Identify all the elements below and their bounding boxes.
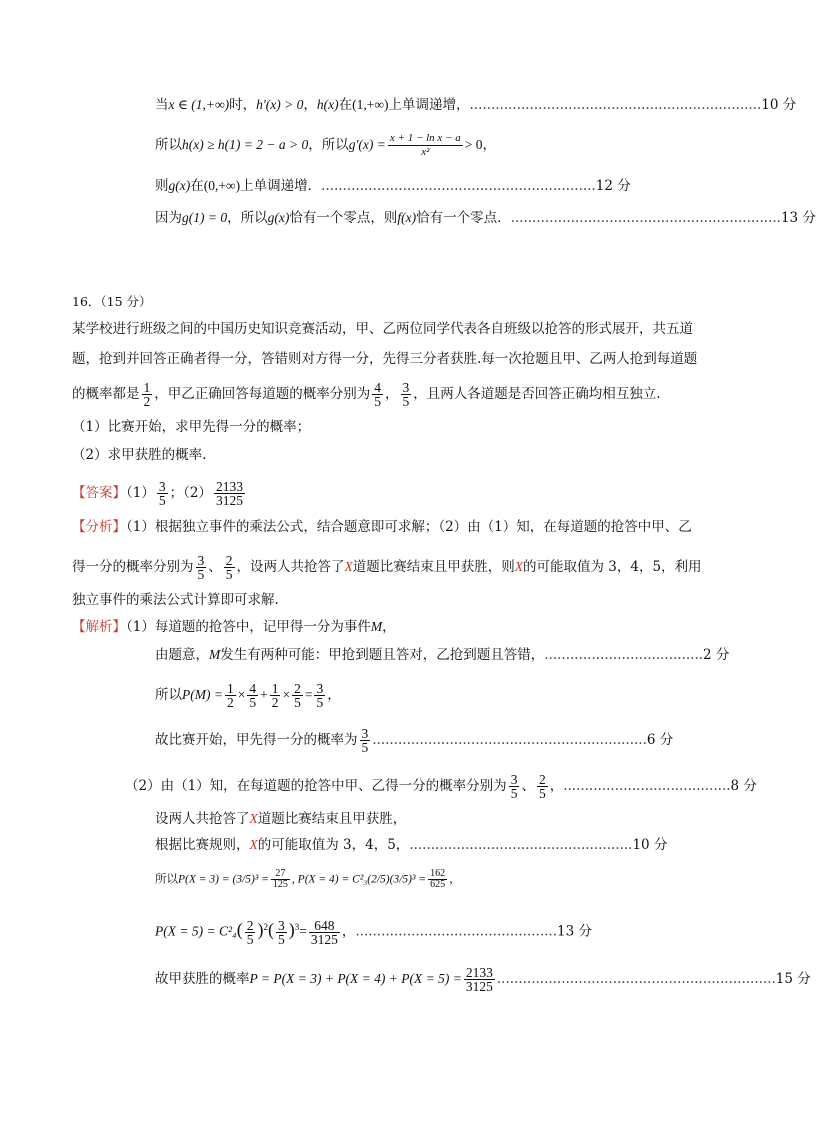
fraction: $\frac{1}{2}$ xyxy=(143,380,151,409)
text: 的可能取值为 3，4，5，利用 xyxy=(523,559,702,575)
math: g(x) xyxy=(267,210,290,225)
solution-line-1 xyxy=(72,618,396,636)
text: ， xyxy=(382,619,396,635)
score: 15 分 xyxy=(775,971,811,987)
fraction: $\frac{2}{5}$ xyxy=(246,917,254,947)
analysis-line-1 xyxy=(72,518,692,536)
math: g′(x) = xyxy=(348,137,386,152)
fraction: $\frac{162}{625}$ xyxy=(430,868,446,890)
text: 上单调递增， xyxy=(388,97,470,113)
score: 10 分 xyxy=(761,97,797,113)
text: ， xyxy=(482,137,496,153)
math: h(x) ≥ h(1) = 2 − a > 0 xyxy=(182,137,309,152)
text: ， xyxy=(303,97,317,113)
answer-line xyxy=(72,480,247,507)
fraction: $\frac{3}{5}$ xyxy=(316,681,324,710)
math: × xyxy=(282,687,291,702)
paren-open: ( xyxy=(267,919,274,940)
leader-dots: ....................................... xyxy=(563,778,731,794)
leader-dots: .................................................... xyxy=(409,837,633,853)
paren-close: ) xyxy=(288,919,295,940)
math: f(x) xyxy=(397,210,417,225)
score: 12 分 xyxy=(595,178,631,194)
text: ，所以 xyxy=(227,210,268,226)
text: ， xyxy=(327,687,341,703)
text: 发生有两种可能：甲抢到题且答对，乙抢到题且答错， xyxy=(220,647,545,663)
math: P = P(X = 3) + P(X = 4) + P(X = 5) = xyxy=(249,971,462,986)
text: 恰有一个零点，则 xyxy=(289,210,398,226)
solution-line-9 xyxy=(155,918,592,946)
math: x ∈ (1,+∞) xyxy=(168,97,230,112)
paren-close: ) xyxy=(257,919,264,940)
fraction: $\frac{2}{5}$ xyxy=(538,772,546,801)
solution-line-4 xyxy=(155,727,673,754)
fraction: $\frac{3}{5}$ xyxy=(510,772,518,801)
text: ， xyxy=(385,386,399,402)
math: + xyxy=(260,687,268,702)
text: ， xyxy=(449,871,461,886)
text: 则 xyxy=(155,178,169,194)
text: 在 xyxy=(338,97,353,113)
leader-dots: ............................................... xyxy=(355,923,558,940)
fraction: $\frac{4}{5}$ xyxy=(249,681,257,710)
math: h′(x) > 0 xyxy=(256,97,304,112)
line-15-b xyxy=(155,132,496,159)
score: 8 分 xyxy=(730,778,757,794)
fraction: $\frac{2}{5}$ xyxy=(225,553,233,582)
math: (1,+∞) xyxy=(352,97,389,112)
leader-dots: ................................................................ xyxy=(321,178,596,194)
text: 故甲获胜的概率 xyxy=(155,971,250,987)
math: P(X = 3) = (3/5)³ = xyxy=(178,873,269,886)
math-var: M xyxy=(370,619,383,634)
fraction: $\frac{648}{3125}$ xyxy=(310,917,338,947)
text: （1）每道题的抢答中，记甲得一分为事件 xyxy=(126,619,371,635)
text: 、 xyxy=(208,559,222,575)
fraction: $\frac{1}{2}$ xyxy=(226,681,234,710)
math-var: X xyxy=(249,811,258,826)
question-line-2: 题，抢到并回答正确者得一分，答错则对方得一分，先得三分者获胜.每一次抢题且甲、乙两人抢到每道题 xyxy=(72,351,698,367)
solution-line-6 xyxy=(155,810,406,828)
text: （1）根据独立事件的乘法公式，结合题意即可求解；（2）由（1）知，在每道题的抢答中甲、乙 xyxy=(126,519,692,535)
text: ， xyxy=(549,778,564,794)
math: P(X = 5) = C²₄ xyxy=(155,923,237,939)
math: = xyxy=(299,923,307,939)
fraction: $\frac{3}{5}$ xyxy=(277,917,285,947)
math-var: X xyxy=(514,559,523,574)
fraction: $\frac{27}{125}$ xyxy=(272,868,288,890)
leader-dots: .................................................................... xyxy=(469,97,762,113)
fraction: $\frac{3}{5}$ xyxy=(197,553,205,582)
math: > 0 xyxy=(464,137,483,152)
text: ，甲乙正确回答每道题的概率分别为 xyxy=(154,386,371,402)
text: 故比赛开始，甲先得一分的概率为 xyxy=(155,732,358,748)
math: , P(X = 4) = C²₃(2/5)(3/5)³ = xyxy=(291,873,427,886)
question-line-1: 某学校进行班级之间的中国历史知识竞赛活动，甲、乙两位同学代表各自班级以抢答的形式展开，共五道 xyxy=(72,321,693,337)
text: ，所以 xyxy=(308,137,349,153)
text: 所以 xyxy=(155,137,182,153)
exponent: 3 xyxy=(294,922,300,932)
text: 所以 xyxy=(155,871,178,886)
text: 道题比赛结束且甲获胜，则 xyxy=(352,559,515,575)
text: 上单调递增． xyxy=(240,178,322,194)
score: 6 分 xyxy=(646,732,674,748)
text: 当 xyxy=(155,97,169,113)
answer-tag: 【答案】 xyxy=(72,485,126,501)
line-15-c xyxy=(155,177,631,195)
leader-dots: ................................................................. xyxy=(496,971,776,987)
score: 13 分 xyxy=(557,923,593,940)
text: （1） xyxy=(126,485,155,501)
sub-question-1: （1）比赛开始，求甲先得一分的概率； xyxy=(72,419,311,435)
math: g(x) xyxy=(168,178,191,193)
analysis-line-2 xyxy=(72,554,702,581)
question-line-3 xyxy=(72,381,661,408)
math: h(x) xyxy=(316,97,339,112)
solution-line-3 xyxy=(155,682,341,709)
text: 恰有一个零点． xyxy=(416,210,511,226)
line-15-a xyxy=(155,96,796,114)
fraction: $\frac{3}{5}$ xyxy=(402,380,410,409)
text: ，且两人各道题是否回答正确均相互独立. xyxy=(413,386,661,402)
math-var: X xyxy=(344,559,353,574)
text: 设两人共抢答了 xyxy=(155,811,250,827)
text: 所以 xyxy=(155,687,182,703)
text: （2）由（1）知，在每道题的抢答中甲、乙得一分的概率分别为 xyxy=(125,778,507,794)
leader-dots: ............................................................... xyxy=(510,210,781,226)
fraction: $\frac{2}{5}$ xyxy=(294,681,301,710)
solution-line-5 xyxy=(125,773,757,800)
fraction: $\frac{1}{2}$ xyxy=(271,681,279,710)
text: 、 xyxy=(521,778,535,794)
analysis-line-3: 独立事件的乘法公式计算即可求解. xyxy=(72,592,279,608)
text: ；（2） xyxy=(169,485,212,501)
line-15-d xyxy=(155,209,816,227)
fraction: $\frac{3}{5}$ xyxy=(361,726,369,755)
math-var: X xyxy=(249,837,258,852)
solution-tag: 【解析】 xyxy=(72,619,126,635)
exponent: 2 xyxy=(263,922,268,932)
paren-open: ( xyxy=(236,919,243,940)
text: 道题比赛结束且甲获胜， xyxy=(257,811,407,827)
text: 得一分的概率分别为 xyxy=(72,559,194,575)
fraction: $\frac{2133}{3125}$ xyxy=(215,479,243,508)
text: ， xyxy=(341,923,356,940)
text: 根据比赛规则， xyxy=(155,837,250,853)
fraction: $\frac{2133}{3125}$ xyxy=(465,965,493,994)
score: 13 分 xyxy=(780,210,816,226)
text: 的可能取值为 3，4，5， xyxy=(257,837,410,853)
question-header: 16．（15 分） xyxy=(72,294,152,309)
score: 2 分 xyxy=(703,647,730,663)
solution-line-8 xyxy=(155,869,461,890)
score: 10 分 xyxy=(632,837,668,853)
fraction: $\frac{4}{5}$ xyxy=(374,380,381,409)
math: = xyxy=(304,687,313,702)
math-var: M xyxy=(209,647,221,662)
leader-dots: ..................................... xyxy=(544,647,704,663)
fraction: $\frac{3}{5}$ xyxy=(158,479,166,508)
sub-question-2: （2）求甲获胜的概率. xyxy=(72,447,207,463)
math: g(1) = 0 xyxy=(182,210,228,225)
fraction: $\frac{\text{x + 1 − ln x − a}}{\text{x²}}$ xyxy=(389,132,461,158)
text: 的概率都是 xyxy=(72,386,140,402)
text: 在 xyxy=(190,178,204,194)
math: (0,+∞) xyxy=(203,178,241,193)
text: 时， xyxy=(229,97,257,113)
solution-line-2 xyxy=(155,646,729,664)
analysis-tag: 【分析】 xyxy=(72,519,126,535)
text: 因为 xyxy=(155,210,182,226)
text: ，设两人共抢答了 xyxy=(236,559,345,575)
math: × xyxy=(237,687,246,702)
solution-line-10 xyxy=(155,966,811,993)
solution-line-7 xyxy=(155,836,667,854)
text: 由题意， xyxy=(155,647,209,663)
leader-dots: ................................................................ xyxy=(372,732,647,748)
math: P(M) = xyxy=(182,687,223,702)
